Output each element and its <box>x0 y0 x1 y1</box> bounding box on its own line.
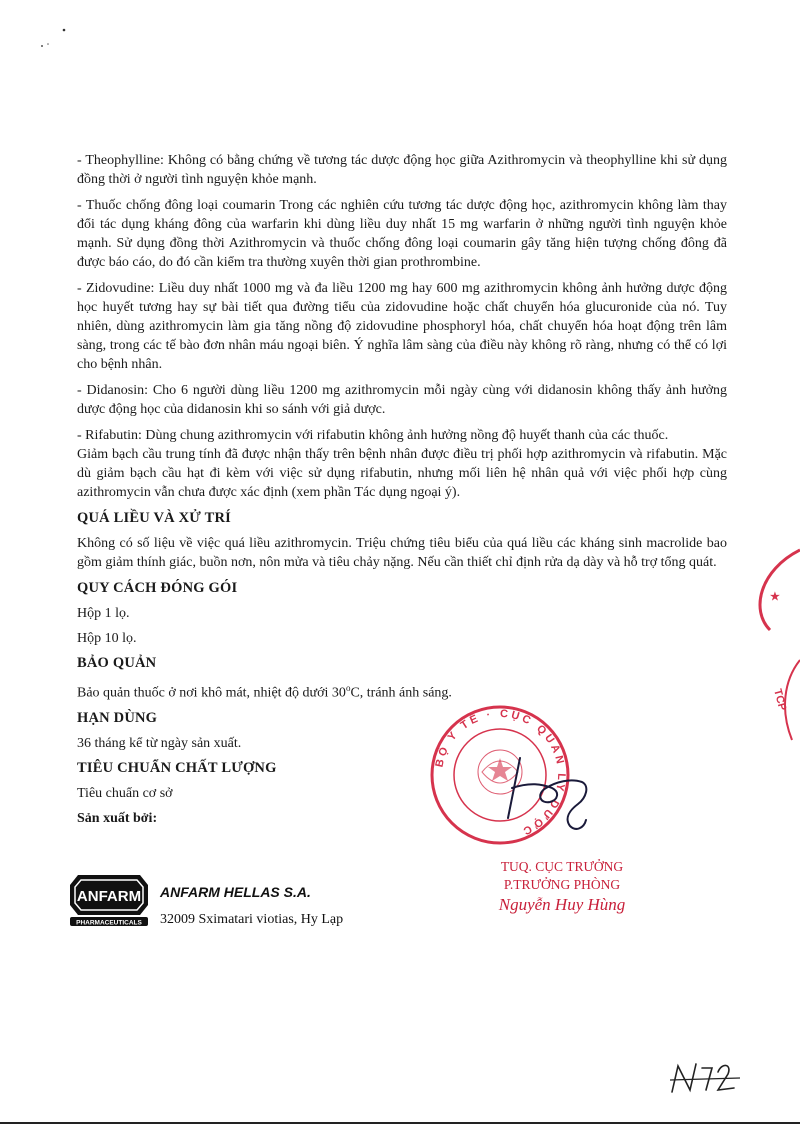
manufacturer-label: Sản xuất bởi: <box>77 810 158 826</box>
degree-symbol: o <box>345 683 351 693</box>
company-address: 32009 Sximatari viotias, Hy Lạp <box>160 912 344 927</box>
handwritten-page-note <box>668 1058 758 1098</box>
scan-specks <box>28 22 78 62</box>
storage-text-before: Bảo quản thuốc ở nơi khô mát, nhiệt độ dưới 30 <box>77 685 346 701</box>
neutropenia-note: Giảm bạch cầu trung tính đã được nhận thấy trên bệnh nhân được điều trị phối hợp azithromycin và rifabutin. Mặc dù giảm bạch cầu hạt đi kèm với việc sử dụng rifabutin, nhưng mối liên hệ nhân quả với việc phối hợp cùng azithromycin vẫn chưa được xác định (xem phần Tác dụng ngoại ý). <box>77 447 727 500</box>
packaging-item: Hộp 1 lọ. <box>77 606 130 621</box>
handwritten-signature <box>490 748 600 838</box>
svg-text:★: ★ <box>770 591 780 603</box>
interaction-theophylline: - Theophylline: Không có bằng chứng về tương tác dược động học giữa Azithromycin và theophylline khi sử dụng đồng thời ở người tình nguyện khỏe mạnh. <box>77 153 727 187</box>
packaging-item: Hộp 10 lọ. <box>77 631 137 646</box>
signatory-name: Nguyễn Huy Hùng <box>498 895 626 914</box>
quality-heading: TIÊU CHUẨN CHẤT LƯỢNG <box>77 759 277 776</box>
company-name: ANFARM HELLAS S.A. <box>160 884 311 900</box>
logo-subtext: PHARMACEUTICALS <box>76 919 142 927</box>
interaction-zidovudine: - Zidovudine: Liều duy nhất 1000 mg và đa liều 1200 mg hay 600 mg azithromycin không ảnh hưởng dược động học huyết tương hay sự bài tiết qua đường tiểu của zidovudine hoặc chất chuyển hóa glucuronide của nó. Tuy nhiên, dùng azithromycin làm gia tăng nồng độ zidovudine phosphoryl hóa, chất chuyển hóa hoạt động trên lâm sàng, trong các tế bào đơn nhân máu ngoại biên. Ý nghĩa lâm sàng của điều này không rõ ràng, nhưng có thể có lợi cho bệnh nhân. <box>77 281 727 372</box>
storage-text <box>77 679 727 703</box>
overdose-heading: QUÁ LIỀU VÀ XỬ TRÍ <box>77 510 231 526</box>
packaging-heading: QUY CÁCH ĐÓNG GÓI <box>77 580 238 596</box>
anfarm-logo <box>68 871 150 927</box>
signatory-title: TUQ. CỤC TRƯỞNG <box>500 859 624 874</box>
expiry-text: 36 tháng kể từ ngày sản xuất. <box>77 735 242 751</box>
signatory-subtitle: P.TRƯỞNG PHÒNG <box>503 877 621 892</box>
storage-text-after: C, tránh ánh sáng. <box>350 685 452 701</box>
overdose-text: Không có số liệu về việc quá liều azithromycin. Triệu chứng tiêu biểu của quá liều các kháng sinh macrolide bao gồm giảm thính giác, buồn nơn, nôn mửa và tiêu chảy nặng. Nếu cần thiết chỉ định rửa dạ dày và hỗ trợ tổng quát. <box>77 536 727 570</box>
stamp-ring-text: BỘ Y TẾ · CỤC QUẢN LÝ DƯỢC <box>433 707 568 838</box>
quality-text: Tiêu chuẩn cơ sở <box>77 785 173 801</box>
signatory-block <box>462 858 662 914</box>
page-bottom-rule <box>0 1122 800 1124</box>
interaction-rifabutin: - Rifabutin: Dùng chung azithromycin với rifabutin không ảnh hưởng nồng độ huyết thanh của các thuốc. <box>77 428 669 443</box>
storage-heading: BẢO QUẢN <box>77 655 157 671</box>
edge-stamp-text: TCP <box>771 687 789 713</box>
expiry-heading: HẠN DÙNG <box>77 709 158 726</box>
document-body <box>77 151 727 828</box>
interaction-didanosin: - Didanosin: Cho 6 người dùng liều 1200 mg azithromycin mỗi ngày cùng với didanosin không thấy ảnh hưởng dược động học của didanosin khi so sánh với giả dược. <box>77 383 727 417</box>
edge-stamp <box>740 540 800 770</box>
interaction-coumarin: - Thuốc chống đông loại coumarin Trong các nghiên cứu tương tác dược động học, azithromycin không làm thay đổi tác dụng kháng đông của warfarin khi dùng liều duy nhất 15 mg warfarin ở những người tình nguyện khỏe mạnh. Sử dụng đồng thời Azithromycin và thuốc chống đông loại coumarin gây tăng hiện tượng chống đông đã được báo cáo, do đó cần kiểm tra thường xuyên thời gian prothrombine. <box>77 198 727 270</box>
logo-text: ANFARM <box>76 888 142 905</box>
